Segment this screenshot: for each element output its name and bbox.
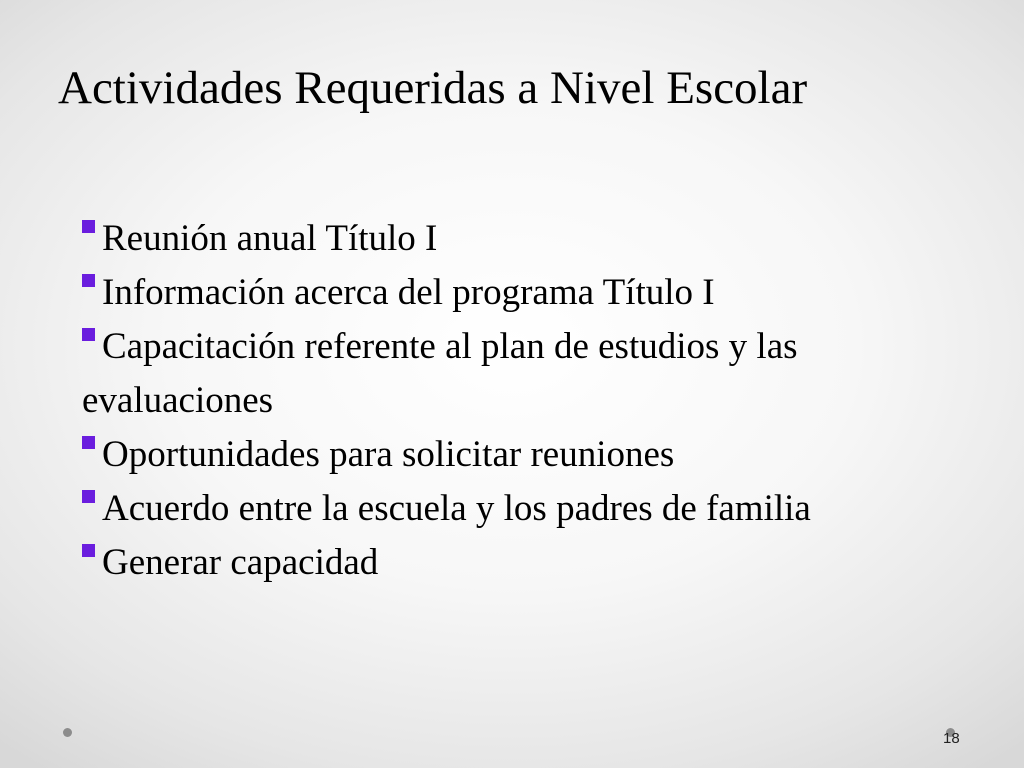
bullet-item	[82, 266, 992, 320]
square-bullet-icon	[82, 220, 95, 233]
bullet-item	[82, 536, 992, 590]
square-bullet-icon	[82, 274, 95, 287]
square-bullet-icon	[82, 490, 95, 503]
bullet-text: Oportunidades para solicitar reuniones	[102, 434, 675, 475]
decorative-dot-left-icon	[63, 728, 72, 737]
bullet-item	[82, 482, 992, 536]
square-bullet-icon	[82, 544, 95, 557]
bullet-item	[82, 320, 992, 428]
page-number: 18	[943, 730, 960, 747]
bullet-text: Acuerdo entre la escuela y los padres de familia	[102, 488, 811, 529]
slide-title: Actividades Requeridas a Nivel Escolar	[58, 62, 808, 114]
square-bullet-icon	[82, 328, 95, 341]
bullet-text: Información acerca del programa Título I	[102, 272, 715, 313]
bullet-list	[82, 212, 992, 590]
square-bullet-icon	[82, 436, 95, 449]
bullet-text: Reunión anual Título I	[102, 218, 438, 259]
bullet-text: Generar capacidad	[102, 542, 379, 583]
bullet-item	[82, 428, 992, 482]
bullet-text: Capacitación referente al plan de estudios y las evaluaciones	[82, 326, 798, 421]
bullet-item	[82, 212, 992, 266]
